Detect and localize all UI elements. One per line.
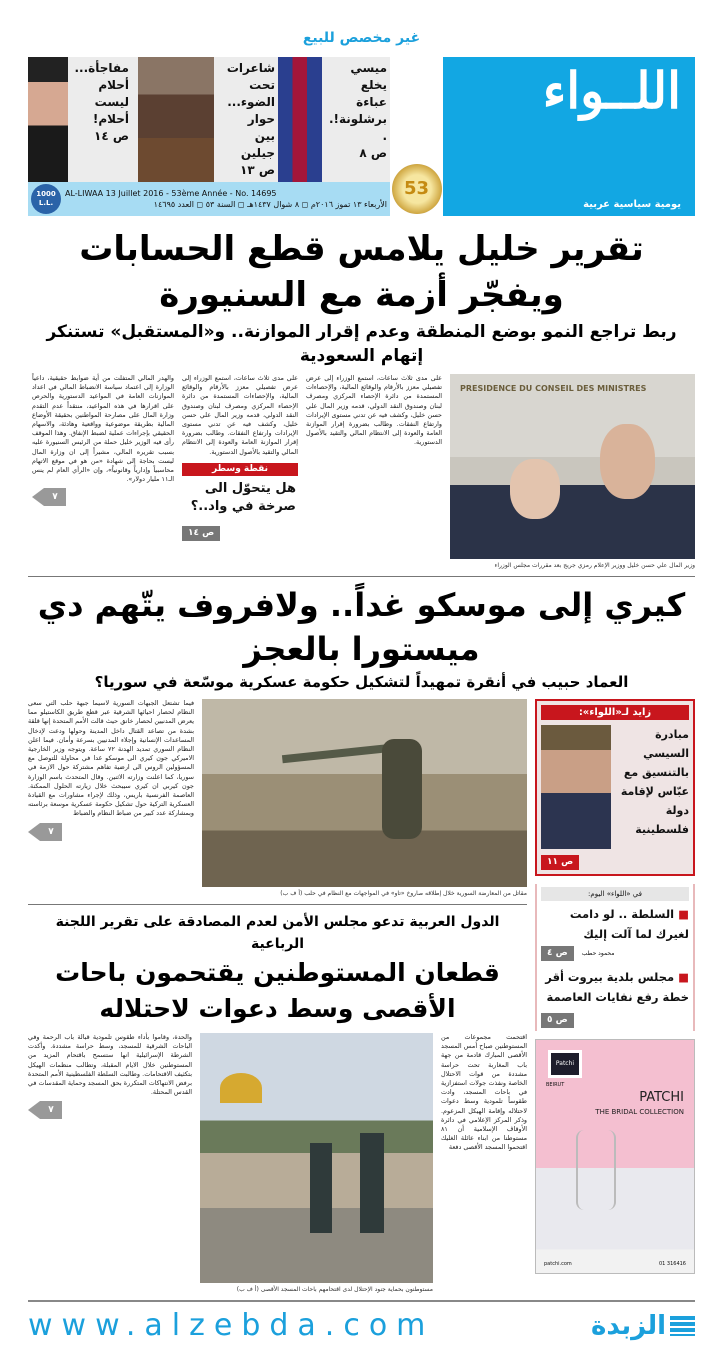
dateline-ar: الأربعاء ١٣ تموز ٢٠١٦م ◻ ٨ شوال ١٤٣٧هـ ◻ السنة ٥٣ ◻ العدد ١٤٦٩٥ bbox=[153, 200, 387, 209]
column-title: نقطة وسطر bbox=[182, 463, 298, 476]
dateline-bar bbox=[28, 182, 390, 216]
jump-arrow-icon bbox=[28, 1101, 40, 1119]
jump-link[interactable] bbox=[28, 823, 194, 841]
jump-page[interactable]: ٧ bbox=[44, 488, 66, 506]
ad-logo: Patchi bbox=[548, 1050, 582, 1078]
jump-link[interactable] bbox=[28, 1101, 192, 1119]
dateline-fr: AL-LIWAA 13 Juillet 2016 - 53ème Année - No. 14695 bbox=[65, 189, 277, 198]
anniversary-coin: 53 bbox=[392, 164, 442, 214]
teaser-ahlam[interactable] bbox=[28, 57, 132, 182]
ad-phone: 01 316416 bbox=[658, 1261, 686, 1267]
jump-arrow-icon bbox=[28, 823, 40, 841]
teaser-photo bbox=[28, 57, 68, 182]
ad-website: patchi.com bbox=[544, 1261, 572, 1267]
page-ref: ص ١٤ bbox=[182, 526, 220, 541]
syria-photo-caption: مقاتل من المعارضة السورية خلال إطلاقه صاروخ «تاو» في المواجهات مع النظام في حلب (أ ف ب) bbox=[280, 890, 527, 897]
lead-photo bbox=[450, 374, 695, 559]
syria-text-column bbox=[28, 699, 194, 841]
page-ref: ص ٤ bbox=[541, 946, 574, 961]
jump-arrow-icon bbox=[32, 488, 44, 506]
coin-area bbox=[390, 57, 443, 216]
interview-box[interactable] bbox=[535, 699, 695, 876]
today-item-2[interactable]: ■ مجلس بلدية بيروت أقر خطة رفع نفايات العاصمة bbox=[545, 970, 689, 1004]
page-ref: ص ١١ bbox=[541, 855, 579, 870]
divider bbox=[28, 1300, 695, 1302]
aqsa-text-column bbox=[28, 1033, 192, 1119]
masthead bbox=[28, 57, 695, 216]
jump-link[interactable] bbox=[32, 488, 174, 506]
teaser-messi[interactable] bbox=[278, 57, 390, 182]
footer bbox=[28, 1308, 695, 1343]
interview-header: زايد لـ«اللواء»: bbox=[541, 705, 689, 720]
teaser-poets[interactable] bbox=[138, 57, 278, 182]
lead-photo-block bbox=[450, 374, 695, 570]
aqsa-photo bbox=[200, 1033, 433, 1283]
aqsa-kicker: الدول العربية تدعو مجلس الأمن لعدم المصادقة على تقرير اللجنة الرباعية bbox=[55, 914, 500, 952]
syria-photo bbox=[202, 699, 527, 887]
syria-photo-block bbox=[202, 699, 527, 898]
lower-section bbox=[28, 699, 695, 1294]
today-box bbox=[535, 884, 695, 1031]
not-for-sale-notice: غير مخصص للبيع bbox=[302, 30, 421, 46]
lead-subhead: ربط تراجع النمو بوضع المنطقة وعدم إقرار الموازنة.. و«المستقبل» تستنكر إتهام السعودية bbox=[46, 322, 677, 366]
ad-location: BEIRUT bbox=[546, 1082, 565, 1088]
patchi-ad[interactable] bbox=[535, 1039, 695, 1274]
footer-url[interactable]: www.alzebda.com bbox=[28, 1308, 435, 1343]
aqsa-body-col1: اقتحمت مجموعات من المستوطنين صباح أمس المسجد الأقصى المبارك قادمة من جهة باب المغاربة تحت حراسة مشددة من قوات الاحتلال الخاصة ونفذت جولات استفزازية في باحات المسجد، وادت طقوساً تلمودية وسط دعوات لاحتلاله وإقامة الهيكل المزعوم. وذكر المركز الإعلامي في دائرة الأوقاف الإسلامية أن ٨١ مستوطنا من ابناء عائلة الغليك اقتحموا المسجد الأقصى دفعة bbox=[441, 1033, 527, 1152]
syria-body: فيما تشتعل الجبهات السورية لاسيما جبهة حلب التي سعى النظام لحصار احيائها الشرقية عبر قطع طريق الكاستيلو مما يعرض المدنيين لحصار خانق حيث قالت الأمم المتحدة إنها قلقة بشدة من تصاعد القتال داخل المدينة وحولها ودعت لإدخال المساعدات الإنسانية وإجلاء المدنيين بسرعة وأمان. فيما اعلن النظام السوري تمديد الهدنة ٧٢ ساعة. ويتوجه وزير الخارجية الاميركي جون كيري الى موسكو غدا في محاولة للتوصل مع المسؤولين الروس الى ارضية تفاهم مشتركة حول الازمة في سوريا، كما اعلنت وزارته الاثنين. وقال المتحدث باسم الوزارة جون كيربي ان كيري سيبحث خلال زيارته الحلول الممكنة. العاصمة الفرنسية باريس، وذلك لإجراء مشاورات مع القيادة العسكرية التركية حول تشكيل حكومة عسكرية موسعة برئاسته وبمشاركة عدد كبير من ضباط النظام والضباط bbox=[28, 699, 194, 818]
teaser-text: ميسي يخلع عباءة برشلونة!.. ص ٨ bbox=[328, 61, 387, 160]
column-text: هل يتحوّل الى صرخة في واد..؟ bbox=[190, 480, 296, 514]
item-title: السلطة .. لو دامت لغيرك لما آلت إليك bbox=[569, 907, 689, 941]
lead-body-col2: على مدى ثلاث ساعات، استمع الوزراء إلى عرض تفصيلي معزز بالأرقام والوقائع المالية، والإحصاءات المستمدة من دائرة الإحصاء المركزي ومصرف لبنان وصندوق النقد الدولي، قدمه وزير المال علي حسن خليل، وكشف فيه عن تدني مستوى الإيرادات وارتفاع النفقات. وطالب بضرورة إقرار الموازنة العامة والعودة إلى الانتظام المالي والتقيد بالأصول الدستورية. bbox=[182, 374, 298, 456]
jump-page[interactable]: ٧ bbox=[40, 1101, 62, 1119]
lead-body-col3: والهدر المالي المتفلت من أية ضوابط حقيقية، داعياً الوزارة إلى اعتماد سياسة الانضباط المالي في اعداد الموازنات العامة في المواعيد الدستورية والحرص على اقرارها في هذه المواعيد، منتقداً عدم التقدم وزارة المال على مصارحة المواطنين بحقيقة الأوضاع المالية بطريقة موضوعية وواقعية وهادئة، والاسهام الحقيقي بإجراءات عملية لضبط الإنفاق. وهذا الموقف رأى فيه الوزير خليل حملة من الرئيس السنيورة عليه بسبب تقريره المالي، مشيراً إلى ان وزارة المال ليست بحاجة إلى شهادة «من هو في موقع الاتهام محاسبياً وإدارياً وقانونياً»، وإن «الرأي العام لم ينس الـ١١ مليار دولار». bbox=[32, 374, 174, 484]
item-title: مجلس بلدية بيروت أقر خطة رفع نفايات العاصمة bbox=[545, 970, 689, 1004]
ad-tagline: THE BRIDAL COLLECTION bbox=[595, 1108, 684, 1116]
footer-logo[interactable]: الزبدة bbox=[591, 1310, 666, 1341]
newspaper-logo: اللــواء bbox=[542, 61, 681, 120]
teaser-text: مفاجأة... أحلام ليست أحلام! ص ١٤ bbox=[74, 61, 129, 143]
column-box[interactable] bbox=[182, 463, 298, 541]
syria-headline[interactable]: كيري إلى موسكو غداً.. ولافروف يتّهم دي ميستورا بالعجز bbox=[37, 586, 686, 668]
ad-brand: PATCHI bbox=[639, 1090, 684, 1105]
item-author: محمود حطب bbox=[581, 950, 615, 957]
teaser-strip bbox=[28, 57, 390, 182]
price-badge: 1000 L.L. bbox=[31, 184, 61, 214]
lead-photo-caption: وزير المال علي حسن خليل ووزير الإعلام رمزي جريج بعد مقررات مجلس الوزراء bbox=[494, 562, 695, 569]
lead-middle-column bbox=[182, 374, 298, 541]
interview-photo bbox=[541, 725, 611, 849]
teaser-photo bbox=[138, 57, 214, 182]
masthead-left bbox=[28, 57, 390, 216]
divider bbox=[28, 576, 695, 577]
page-ref: ص ٥ bbox=[541, 1013, 574, 1028]
jump-page[interactable]: ٧ bbox=[40, 823, 62, 841]
today-item-1[interactable]: ■ السلطة .. لو دامت لغيرك لما آلت إليك bbox=[569, 907, 689, 941]
photo-sign-text: PRESIDENCE DU CONSEIL DES MINISTRES bbox=[460, 384, 647, 393]
aqsa-body-col2: والحدة، وقاموا بأداء طقوس تلمودية قبالة باب الرحمة وفي الباحات الشرقية للمسجد، وسط حراسة مشددة. وأكدت الشرطة الإسرائيلية انها ستسمح باقتحام المزيد من المستوطنين خلال الايام المقبلة، وتطالب منظمات الهيكل بتكثيف الاقتحامات. وطالبت السلطة الفلسطينية الأمم المتحدة برفض الانتهاكات المتكررة بحق المسجد وحماية المقدسات في القدس المحتلة. bbox=[28, 1033, 192, 1097]
menu-lines-icon bbox=[670, 1316, 695, 1336]
interview-text: مبادرة السيسي بالتنسيق مع عبّاس لإقامة دولة فلسطينية bbox=[620, 728, 689, 836]
aqsa-headline[interactable]: قطعان المستوطنين يقتحمون باحات الأقصى وسط دعوات لاحتلاله bbox=[55, 958, 500, 1023]
lower-main bbox=[28, 699, 527, 1294]
syria-section bbox=[28, 699, 527, 898]
lead-section bbox=[28, 374, 695, 570]
aqsa-section bbox=[28, 1033, 527, 1294]
divider bbox=[28, 904, 527, 905]
sidebar bbox=[535, 699, 695, 1274]
logo-tagline: يومية سياسية عربية bbox=[583, 199, 681, 210]
aqsa-photo-block bbox=[200, 1033, 433, 1294]
today-header: في «اللواء» اليوم: bbox=[541, 887, 689, 901]
lead-headline[interactable]: تقرير خليل يلامس قطع الحسابات ويفجّر أزمة مع السنيورة bbox=[79, 229, 644, 315]
lead-left-column bbox=[32, 374, 174, 506]
syria-subhead: العماد حبيب في أنقرة تمهيداً لتشكيل حكومة عسكرية موسّعة في سوريا؟ bbox=[94, 673, 629, 691]
masthead-logo-box[interactable] bbox=[443, 57, 695, 216]
teaser-text: شاعرات تحت الضوء... حوار بين جيلين ص ١٣ bbox=[226, 61, 275, 177]
ad-product-image bbox=[576, 1130, 616, 1210]
aqsa-photo-caption: مستوطنون بحماية جنود الإحتلال لدى اقتحامهم باحات المسجد الأقصى (أ ف ب) bbox=[236, 1286, 433, 1293]
teaser-photo bbox=[278, 57, 322, 182]
lead-body-col1: على مدى ثلاث ساعات، استمع الوزراء إلى عرض تفصيلي معزز بالأرقام والوقائع المالية، والإحصاءات المستمدة من دائرة الإحصاء المركزي ومصرف لبنان وصندوق النقد الدولي، قدمه وزير المال علي حسن خليل، وكشف فيه عن تدني مستوى الإيرادات وارتفاع النفقات. وطالب بضرورة إقرار الموازنة العامة والعودة إلى الانتظام المالي والتقيد بالأصول الدستورية. bbox=[306, 374, 442, 447]
